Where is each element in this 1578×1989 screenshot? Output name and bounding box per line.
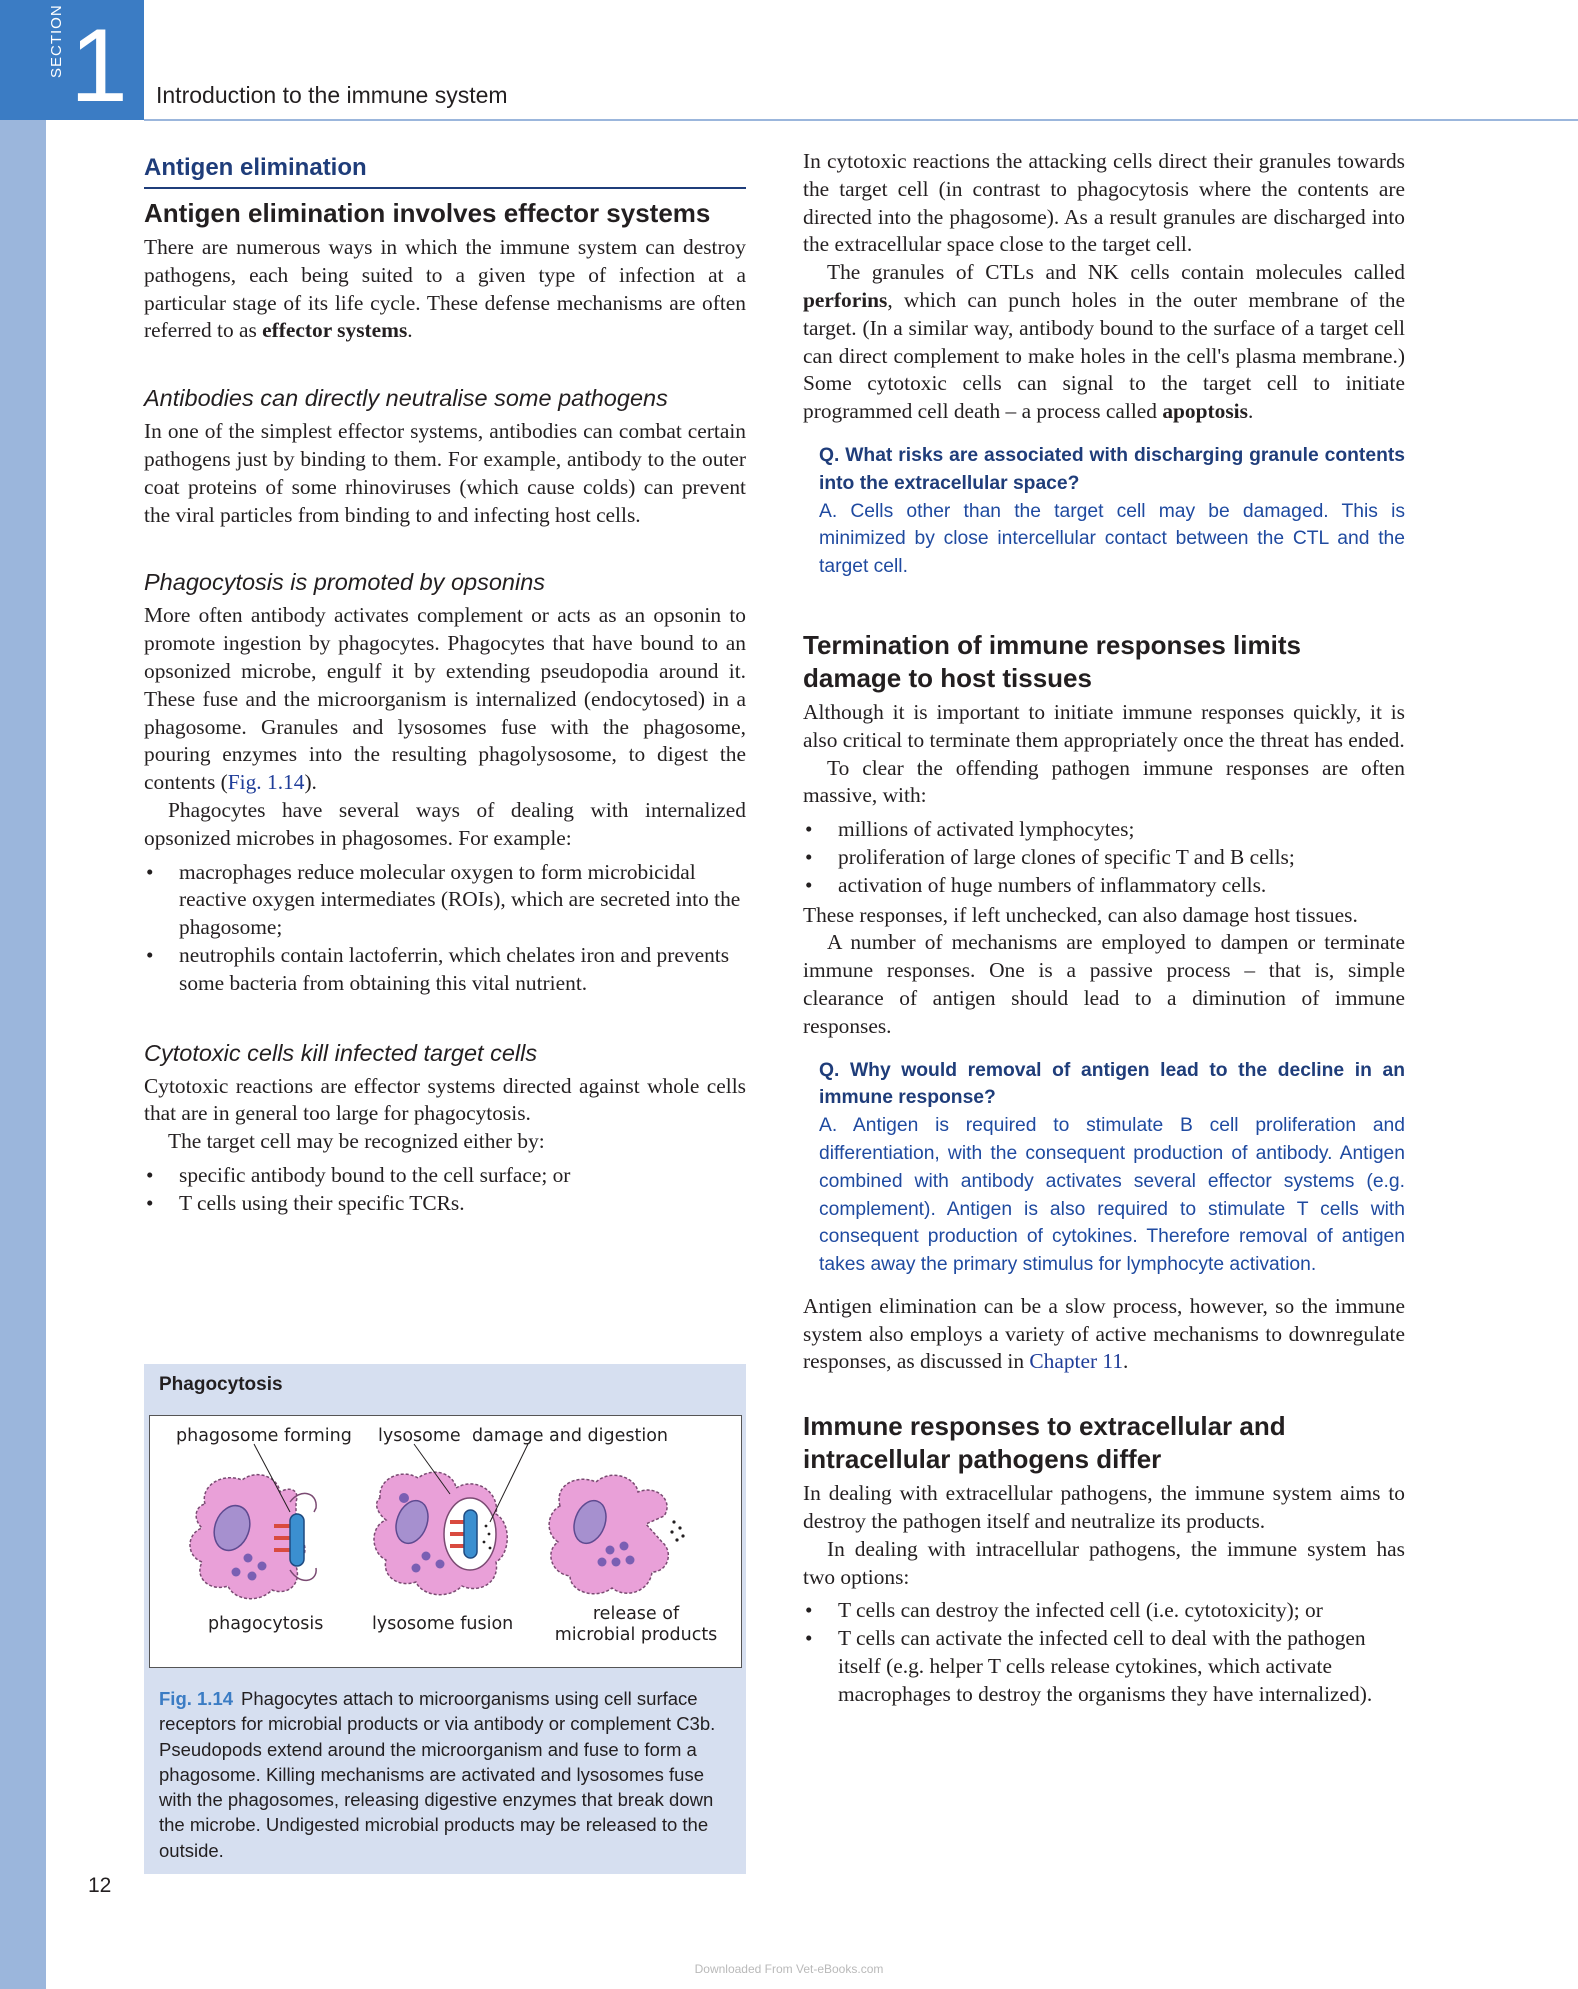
figure-box xyxy=(144,1364,746,1874)
figure-title: Phagocytosis xyxy=(159,1374,283,1395)
granule xyxy=(258,1562,267,1571)
heading-opsonins: Phagocytosis is promoted by opsonins xyxy=(144,569,546,596)
granule xyxy=(620,1542,629,1551)
bullet-list-target xyxy=(144,1162,746,1218)
page-number: 12 xyxy=(88,1874,112,1897)
label-release: release of microbial products xyxy=(554,1604,718,1645)
paragraph-cytotoxic: Cytotoxic reactions are effector systems directed against whole cells that are in general too large for phagocytosis. xyxy=(144,1073,746,1126)
granule xyxy=(412,1564,421,1573)
granule xyxy=(436,1560,445,1569)
paragraph-opsonins: More often antibody activates complement or acts as an opsonin to promote ingestion by phagocytes. Phagocytes that have bound to an opsonized microbe, engulf it by extending pseudopodia around it. These fuse and the microorganism is internalized (endocytosed) in a phagosome. Granules and lysosomes fuse with the phagosome, pouring enzymes into the resulting phagolysosome, to digest the contents (Fig. 1.14). xyxy=(144,603,746,795)
heading-termination: Termination of immune responses limits damage to host tissues xyxy=(803,629,1301,693)
bullet-list-phagocytes xyxy=(144,859,746,998)
list-item: • proliferation of large clones of specific T and B cells; xyxy=(803,844,1405,872)
bullet-list-massive xyxy=(803,816,1405,899)
paragraph-phagocytes: Phagocytes have several ways of dealing with internalized opsonized microbes in phagosomes. For example: xyxy=(144,797,746,850)
qa-box-2 xyxy=(819,1057,1405,1279)
paragraph-antibodies: In one of the simplest effector systems, antibodies can combat certain pathogens just by binding to them. For example, antibody to the outer coat proteins of some rhinoviruses (which cause colds) can prevent the viral particles from binding to and infecting host cells. xyxy=(144,419,746,527)
answer-1: A. Cells other than the target cell may be damaged. This is minimized by close intercellular contact between the CTL and the target cell. xyxy=(819,500,1405,578)
granule xyxy=(606,1546,615,1555)
heading-effector: Antigen elimination involves effector systems xyxy=(144,198,711,228)
header-rule xyxy=(144,119,1578,121)
figure-caption: Fig. 1.14 Phagocytes attach to microorganisms using cell surface receptors for microbial products or via antibody or complement C3b. Pseudopods extend around the microorganism and fuse to form a phagosome. Killing mechanisms are activated and lysosomes fuse with the phagosomes, releasing digestive enzymes that break down the microbe. Undigested microbial products may be released to the outside. xyxy=(159,1688,716,1861)
label-lysosome-fusion: lysosome fusion xyxy=(372,1614,514,1634)
answer-2: A. Antigen is required to stimulate B cell proliferation and differentiation, with the consequent production of antibody. Antigen combined with antibody activates several effector systems (e.g. complement). Antigen is also required to stimulate T cells with consequent production of cytokines. Therefore removal of antigen takes away the primary stimulus for lymphocyte activation. xyxy=(819,1115,1405,1276)
granule xyxy=(232,1568,241,1577)
paragraph-clear: To clear the offending pathogen immune responses are often massive, with: xyxy=(803,755,1405,808)
granule xyxy=(598,1558,607,1567)
granule xyxy=(612,1558,621,1567)
section-label: Antigen elimination xyxy=(144,154,746,189)
section-tab xyxy=(0,0,144,124)
paragraph-slow: Antigen elimination can be a slow process, however, so the immune system also employs a variety of active mechanisms to downregulate responses, as discussed in Chapter 11. xyxy=(803,1293,1405,1374)
microbe-2 xyxy=(464,1510,477,1558)
paragraph-extracellular: In dealing with extracellular pathogens, the immune system aims to destroy the pathogen itself and neutralize its products. xyxy=(803,1481,1405,1534)
microbe-1 xyxy=(290,1514,304,1566)
paragraph-target: The target cell may be recognized either by: xyxy=(168,1129,545,1154)
heading-antibodies: Antibodies can directly neutralise some pathogens xyxy=(144,385,668,412)
label-phagocytosis: phagocytosis xyxy=(208,1614,324,1634)
list-item: • T cells can activate the infected cell to deal with the pathogen itself (e.g. helper T cells release cytokines, which activate macrophages to destroy the organisms they have internalized). xyxy=(803,1625,1405,1708)
paragraph-unchecked: These responses, if left unchecked, can also damage host tissues. xyxy=(803,902,1358,927)
figure-panel xyxy=(149,1415,742,1668)
right-column xyxy=(803,148,1405,1711)
margin-band xyxy=(0,120,46,1989)
section-number: 1 xyxy=(70,8,128,124)
paragraph-effector: There are numerous ways in which the immune system can destroy pathogens, each being suited to a given type of infection at a particular stage of its life cycle. These defense mechanisms are often referred to as effector systems. xyxy=(144,235,746,343)
bullet-list-options xyxy=(803,1597,1405,1708)
chapter-link[interactable]: Chapter 11 xyxy=(1029,1349,1124,1374)
list-item: • T cells using their specific TCRs. xyxy=(144,1190,746,1218)
question-2: Q. Why would removal of antigen lead to the decline in an immune response? xyxy=(819,1059,1405,1109)
left-column xyxy=(144,148,746,1220)
paragraph-although: Although it is important to initiate immune responses quickly, it is also critical to terminate them appropriately once the threat has ended. xyxy=(803,699,1405,752)
heading-cytotoxic: Cytotoxic cells kill infected target cells xyxy=(144,1039,538,1066)
label-lysosome: lysosome xyxy=(378,1426,461,1446)
paragraph-cytotoxic-reactions: In cytotoxic reactions the attacking cells direct their granules towards the target cell (in contrast to phagocytosis where the contents are directed into the phagosome). As a result granules are discharged into the extracellular space close to the target cell. xyxy=(803,149,1405,257)
heading-extracellular: Immune responses to extracellular and intracellular pathogens differ xyxy=(803,1411,1286,1475)
lysosome xyxy=(399,1493,409,1503)
granule xyxy=(244,1554,253,1563)
paragraph-intracellular: In dealing with intracellular pathogens, the immune system has two options: xyxy=(803,1536,1405,1589)
list-item: • neutrophils contain lactoferrin, which chelates iron and prevents some bacteria from obtaining this vital nutrient. xyxy=(144,942,746,998)
section-word: SECTION xyxy=(48,4,65,78)
fig-link[interactable]: Fig. 1.14 xyxy=(227,770,305,795)
question-1: Q. What risks are associated with discharging granule contents into the extracellular space? xyxy=(819,444,1405,494)
phagocyte-cell-3 xyxy=(549,1475,668,1594)
running-header: Introduction to the immune system xyxy=(156,82,508,108)
granule xyxy=(248,1572,257,1581)
list-item: • specific antibody bound to the cell surface; or xyxy=(144,1162,746,1190)
paragraph-perforins: The granules of CTLs and NK cells contain molecules called perforins, which can punch holes in the outer membrane of the target. (In a similar way, antibody bound to the surface of a target cell can direct complement to make holes in the cell's plasma membrane.) Some cytotoxic cells can signal to the target cell to initiate programmed cell death – a process called apoptosis. xyxy=(803,260,1405,424)
qa-box-1 xyxy=(819,442,1405,581)
label-damage-digestion: damage and digestion xyxy=(472,1426,669,1446)
granule xyxy=(422,1552,431,1561)
label-phagosome-forming: phagosome forming xyxy=(176,1426,352,1446)
figure-number: Fig. 1.14 xyxy=(159,1688,234,1709)
list-item: • millions of activated lymphocytes; xyxy=(803,816,1405,844)
list-item: • T cells can destroy the infected cell (i.e. cytotoxicity); or xyxy=(803,1597,1405,1625)
list-item: • activation of huge numbers of inflammatory cells. xyxy=(803,872,1405,900)
granule xyxy=(626,1556,635,1565)
paragraph-mechanisms: A number of mechanisms are employed to dampen or terminate immune responses. One is a passive process – that is, simple clearance of antigen should lead to a diminution of immune responses. xyxy=(803,930,1405,1038)
list-item: • macrophages reduce molecular oxygen to form microbicidal reactive oxygen intermediates (ROIs), which are secreted into the phagosome; xyxy=(144,859,746,942)
footer-watermark: Downloaded From Vet-eBooks.com xyxy=(694,1962,884,1976)
